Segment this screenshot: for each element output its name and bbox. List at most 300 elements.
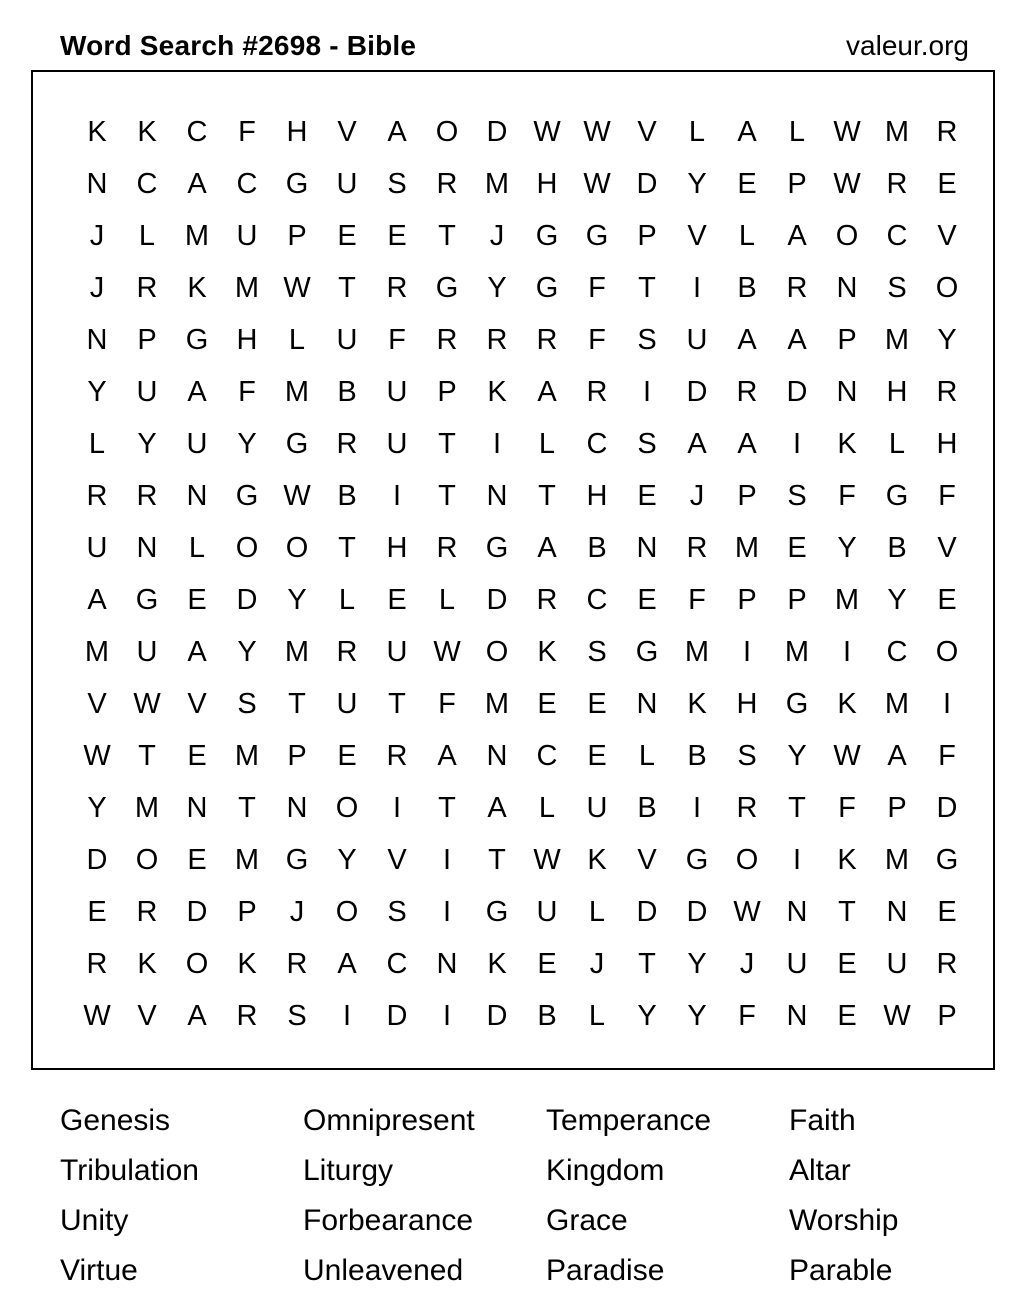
grid-letter: D bbox=[486, 115, 508, 148]
grid-letter: L bbox=[538, 427, 556, 460]
grid-letter: W bbox=[833, 167, 861, 200]
grid-letter: P bbox=[237, 895, 257, 928]
grid-letter: K bbox=[837, 843, 857, 876]
grid-letter: A bbox=[187, 375, 207, 408]
grid-letter: Y bbox=[287, 583, 307, 616]
grid-letter: D bbox=[686, 895, 708, 928]
grid-letter: C bbox=[186, 115, 208, 148]
grid-letter: J bbox=[689, 479, 705, 512]
grid-letter: U bbox=[386, 375, 408, 408]
grid-letter: D bbox=[386, 999, 408, 1032]
grid-letter: W bbox=[533, 843, 561, 876]
grid-letter: O bbox=[135, 843, 159, 876]
grid-letter: R bbox=[436, 167, 458, 200]
grid-letter: W bbox=[283, 271, 311, 304]
grid-letter: B bbox=[337, 375, 357, 408]
grid-letter: L bbox=[588, 999, 606, 1032]
grid-letter: N bbox=[636, 531, 658, 564]
grid-letter: E bbox=[937, 895, 957, 928]
grid-letter: R bbox=[536, 583, 558, 616]
grid-letter: M bbox=[234, 843, 260, 876]
grid-letter: V bbox=[637, 843, 657, 876]
grid-letter: U bbox=[586, 791, 608, 824]
grid-letter: R bbox=[136, 271, 158, 304]
grid-letter: T bbox=[288, 687, 306, 720]
grid-letter: B bbox=[887, 531, 907, 564]
grid-letter: L bbox=[638, 739, 656, 772]
grid-letter: A bbox=[737, 427, 757, 460]
grid-letter: V bbox=[187, 687, 207, 720]
grid-letter: O bbox=[835, 219, 859, 252]
grid-letter: S bbox=[587, 635, 607, 668]
grid-letter: A bbox=[337, 947, 357, 980]
grid-letter: F bbox=[438, 687, 456, 720]
grid-letter: D bbox=[186, 895, 208, 928]
grid-letter: E bbox=[637, 583, 657, 616]
grid-letter: W bbox=[533, 115, 561, 148]
grid-letter: E bbox=[537, 947, 557, 980]
grid-letter: W bbox=[133, 687, 161, 720]
grid-letter: E bbox=[337, 739, 357, 772]
grid-letter: C bbox=[136, 167, 158, 200]
grid-letter: I bbox=[342, 999, 352, 1032]
grid-letter: W bbox=[283, 479, 311, 512]
grid-letter: E bbox=[937, 583, 957, 616]
grid-letter: B bbox=[637, 791, 657, 824]
grid-letter: F bbox=[938, 479, 956, 512]
grid-letter: M bbox=[684, 635, 710, 668]
grid-letter: I bbox=[442, 895, 452, 928]
word-list-item: Liturgy bbox=[303, 1154, 394, 1187]
grid-letter: V bbox=[337, 115, 357, 148]
grid-letter: H bbox=[886, 375, 908, 408]
grid-letter: M bbox=[84, 635, 110, 668]
grid-letter: R bbox=[886, 167, 908, 200]
grid-letter: O bbox=[335, 791, 359, 824]
grid-letter: N bbox=[486, 479, 508, 512]
grid-letter: U bbox=[786, 947, 808, 980]
grid-letter: G bbox=[435, 271, 459, 304]
grid-letter: B bbox=[537, 999, 557, 1032]
grid-letter: N bbox=[836, 375, 858, 408]
grid-letter: G bbox=[135, 583, 159, 616]
word-list-item: Faith bbox=[789, 1104, 856, 1137]
grid-letter: O bbox=[435, 115, 459, 148]
grid-letter: J bbox=[589, 947, 605, 980]
grid-letter: G bbox=[485, 531, 509, 564]
grid-letter: A bbox=[187, 999, 207, 1032]
grid-letter: M bbox=[234, 739, 260, 772]
grid-letter: U bbox=[236, 219, 258, 252]
grid-letter: M bbox=[234, 271, 260, 304]
word-list-item: Parable bbox=[789, 1254, 893, 1287]
grid-letter: G bbox=[185, 323, 209, 356]
grid-letter: R bbox=[236, 999, 258, 1032]
grid-letter: G bbox=[235, 479, 259, 512]
grid-letter: R bbox=[336, 635, 358, 668]
grid-letter: G bbox=[585, 219, 609, 252]
grid-letter: T bbox=[788, 791, 806, 824]
grid-letter: Y bbox=[137, 427, 157, 460]
grid-letter: A bbox=[787, 323, 807, 356]
grid-letter: B bbox=[737, 271, 757, 304]
grid-letter: L bbox=[738, 219, 756, 252]
grid-letter: P bbox=[437, 375, 457, 408]
grid-letter: I bbox=[792, 843, 802, 876]
grid-letter: R bbox=[386, 271, 408, 304]
word-list-item: Genesis bbox=[60, 1104, 171, 1137]
grid-letter: C bbox=[386, 947, 408, 980]
grid-letter: Y bbox=[687, 999, 707, 1032]
grid-letter: F bbox=[688, 583, 706, 616]
grid-letter: E bbox=[387, 583, 407, 616]
grid-letter: U bbox=[336, 323, 358, 356]
grid-letter: M bbox=[884, 843, 910, 876]
grid-letter: F bbox=[588, 271, 606, 304]
grid-letter: L bbox=[888, 427, 906, 460]
grid-letter: E bbox=[587, 739, 607, 772]
page-header bbox=[60, 26, 969, 66]
grid-letter: W bbox=[583, 167, 611, 200]
grid-letter: L bbox=[88, 427, 106, 460]
grid-letter: T bbox=[838, 895, 856, 928]
grid-letter: J bbox=[289, 895, 305, 928]
grid-letter: J bbox=[89, 219, 105, 252]
grid-letter: B bbox=[587, 531, 607, 564]
grid-letter: F bbox=[588, 323, 606, 356]
grid-letter: T bbox=[438, 479, 456, 512]
grid-letter: N bbox=[836, 271, 858, 304]
grid-letter: U bbox=[86, 531, 108, 564]
grid-letter: R bbox=[336, 427, 358, 460]
grid-letter: I bbox=[492, 427, 502, 460]
grid-letter: Y bbox=[237, 635, 257, 668]
grid-letter: F bbox=[838, 479, 856, 512]
grid-letter: P bbox=[737, 479, 757, 512]
grid-letter: D bbox=[236, 583, 258, 616]
grid-letter: L bbox=[438, 583, 456, 616]
grid-letter: P bbox=[887, 791, 907, 824]
grid-letter: N bbox=[136, 531, 158, 564]
grid-letter: N bbox=[186, 479, 208, 512]
grid-letter: M bbox=[884, 115, 910, 148]
grid-letter: L bbox=[788, 115, 806, 148]
grid-letter: A bbox=[437, 739, 457, 772]
grid-letter: E bbox=[637, 479, 657, 512]
grid-letter: E bbox=[837, 947, 857, 980]
grid-letter: C bbox=[236, 167, 258, 200]
grid-letter: U bbox=[136, 635, 158, 668]
grid-letter: F bbox=[738, 999, 756, 1032]
puzzle-title: Word Search #2698 - Bible bbox=[60, 30, 417, 61]
grid-letter: U bbox=[186, 427, 208, 460]
grid-letter: I bbox=[692, 271, 702, 304]
grid-letter: Y bbox=[937, 323, 957, 356]
grid-letter: H bbox=[286, 115, 308, 148]
grid-letter: M bbox=[134, 791, 160, 824]
grid-letter: N bbox=[786, 999, 808, 1032]
grid-letter: G bbox=[535, 219, 559, 252]
grid-letter: I bbox=[392, 791, 402, 824]
grid-letter: S bbox=[787, 479, 807, 512]
grid-letter: K bbox=[587, 843, 607, 876]
grid-letter: D bbox=[86, 843, 108, 876]
grid-letter: I bbox=[742, 635, 752, 668]
grid-letter: R bbox=[736, 791, 758, 824]
grid-letter: U bbox=[886, 947, 908, 980]
grid-letter: A bbox=[887, 739, 907, 772]
grid-letter: E bbox=[537, 687, 557, 720]
grid-letter: K bbox=[137, 947, 157, 980]
grid-letter: S bbox=[887, 271, 907, 304]
word-list-item: Kingdom bbox=[546, 1154, 665, 1187]
grid-letter: U bbox=[686, 323, 708, 356]
grid-letter: R bbox=[786, 271, 808, 304]
grid-letter: U bbox=[336, 167, 358, 200]
word-list-item: Omnipresent bbox=[303, 1104, 475, 1137]
grid-letter: A bbox=[187, 635, 207, 668]
grid-letter: G bbox=[535, 271, 559, 304]
grid-letter: Y bbox=[637, 999, 657, 1032]
grid-letter: D bbox=[636, 895, 658, 928]
grid-letter: K bbox=[837, 427, 857, 460]
word-list-item: Worship bbox=[789, 1204, 899, 1237]
grid-letter: D bbox=[786, 375, 808, 408]
grid-letter: N bbox=[886, 895, 908, 928]
grid-letter: N bbox=[86, 167, 108, 200]
grid-letter: L bbox=[188, 531, 206, 564]
grid-letter: H bbox=[736, 687, 758, 720]
grid-letter: T bbox=[638, 947, 656, 980]
grid-letter: O bbox=[735, 843, 759, 876]
grid-letter: M bbox=[484, 167, 510, 200]
grid-letter: K bbox=[187, 271, 207, 304]
grid-letter: G bbox=[685, 843, 709, 876]
grid-letter: I bbox=[392, 479, 402, 512]
grid-letter: K bbox=[487, 947, 507, 980]
grid-letter: A bbox=[737, 323, 757, 356]
grid-letter: T bbox=[238, 791, 256, 824]
grid-letter: K bbox=[487, 375, 507, 408]
grid-letter: T bbox=[438, 427, 456, 460]
grid-letter: W bbox=[883, 999, 911, 1032]
grid-letter: R bbox=[436, 531, 458, 564]
grid-letter: T bbox=[138, 739, 156, 772]
grid-letter: Y bbox=[687, 167, 707, 200]
grid-letter: G bbox=[635, 635, 659, 668]
grid-letter: Y bbox=[487, 271, 507, 304]
grid-letter: I bbox=[442, 999, 452, 1032]
grid-letter: L bbox=[538, 791, 556, 824]
grid-letter: Y bbox=[337, 843, 357, 876]
grid-letter: A bbox=[387, 115, 407, 148]
grid-letter: L bbox=[288, 323, 306, 356]
grid-letter: W bbox=[733, 895, 761, 928]
grid-letter: L bbox=[338, 583, 356, 616]
site-name: valeur.org bbox=[846, 30, 969, 61]
word-list-item: Forbearance bbox=[303, 1204, 474, 1237]
letter-grid bbox=[72, 106, 972, 1042]
grid-letter: O bbox=[935, 271, 959, 304]
grid-letter: K bbox=[137, 115, 157, 148]
grid-letter: A bbox=[537, 375, 557, 408]
grid-letter: I bbox=[442, 843, 452, 876]
grid-letter: V bbox=[137, 999, 157, 1032]
word-list-item: Paradise bbox=[546, 1254, 665, 1287]
grid-letter: C bbox=[886, 219, 908, 252]
grid-letter: Y bbox=[237, 427, 257, 460]
grid-letter: R bbox=[586, 375, 608, 408]
grid-letter: D bbox=[636, 167, 658, 200]
grid-letter: T bbox=[438, 219, 456, 252]
grid-letter: W bbox=[433, 635, 461, 668]
grid-letter: R bbox=[686, 531, 708, 564]
grid-letter: R bbox=[136, 895, 158, 928]
grid-letter: O bbox=[485, 635, 509, 668]
grid-letter: R bbox=[436, 323, 458, 356]
grid-letter: T bbox=[488, 843, 506, 876]
grid-letter: G bbox=[885, 479, 909, 512]
grid-letter: U bbox=[386, 635, 408, 668]
grid-letter: T bbox=[638, 271, 656, 304]
word-list-item: Altar bbox=[789, 1154, 851, 1187]
grid-letter: Y bbox=[787, 739, 807, 772]
grid-letter: V bbox=[387, 843, 407, 876]
grid-letter: T bbox=[538, 479, 556, 512]
grid-letter: S bbox=[287, 999, 307, 1032]
grid-letter: K bbox=[237, 947, 257, 980]
word-list-item: Virtue bbox=[60, 1254, 138, 1287]
grid-letter: R bbox=[86, 479, 108, 512]
grid-letter: C bbox=[586, 583, 608, 616]
grid-letter: A bbox=[737, 115, 757, 148]
grid-letter: S bbox=[637, 427, 657, 460]
grid-letter: V bbox=[937, 531, 957, 564]
grid-letter: U bbox=[536, 895, 558, 928]
grid-letter: T bbox=[338, 531, 356, 564]
grid-letter: A bbox=[787, 219, 807, 252]
grid-letter: O bbox=[285, 531, 309, 564]
grid-letter: W bbox=[833, 115, 861, 148]
grid-letter: D bbox=[486, 583, 508, 616]
grid-letter: I bbox=[842, 635, 852, 668]
grid-letter: S bbox=[237, 687, 257, 720]
grid-letter: S bbox=[737, 739, 757, 772]
word-list-item: Unity bbox=[60, 1204, 129, 1237]
grid-letter: E bbox=[187, 843, 207, 876]
grid-letter: E bbox=[587, 687, 607, 720]
grid-letter: I bbox=[792, 427, 802, 460]
grid-letter: M bbox=[284, 635, 310, 668]
grid-letter: S bbox=[637, 323, 657, 356]
grid-letter: V bbox=[937, 219, 957, 252]
grid-letter: R bbox=[386, 739, 408, 772]
grid-letter: P bbox=[787, 167, 807, 200]
grid-letter: C bbox=[886, 635, 908, 668]
grid-letter: P bbox=[837, 323, 857, 356]
grid-letter: P bbox=[937, 999, 957, 1032]
grid-letter: M bbox=[484, 687, 510, 720]
grid-letter: O bbox=[235, 531, 259, 564]
grid-letter: R bbox=[736, 375, 758, 408]
grid-letter: W bbox=[833, 739, 861, 772]
grid-letter: P bbox=[787, 583, 807, 616]
grid-letter: P bbox=[137, 323, 157, 356]
grid-letter: D bbox=[486, 999, 508, 1032]
grid-letter: F bbox=[388, 323, 406, 356]
grid-letter: S bbox=[387, 167, 407, 200]
grid-letter: R bbox=[536, 323, 558, 356]
grid-letter: P bbox=[287, 739, 307, 772]
grid-letter: E bbox=[87, 895, 107, 928]
grid-letter: J bbox=[89, 271, 105, 304]
grid-letter: G bbox=[285, 167, 309, 200]
grid-letter: A bbox=[187, 167, 207, 200]
grid-letter: W bbox=[83, 999, 111, 1032]
grid-letter: U bbox=[386, 427, 408, 460]
grid-letter: B bbox=[337, 479, 357, 512]
grid-letter: N bbox=[286, 791, 308, 824]
grid-letter: U bbox=[336, 687, 358, 720]
grid-letter: G bbox=[785, 687, 809, 720]
grid-letter: A bbox=[87, 583, 107, 616]
grid-letter: K bbox=[87, 115, 107, 148]
grid-letter: A bbox=[687, 427, 707, 460]
grid-letter: R bbox=[136, 479, 158, 512]
grid-letter: E bbox=[187, 739, 207, 772]
grid-letter: K bbox=[537, 635, 557, 668]
grid-letter: J bbox=[489, 219, 505, 252]
grid-letter: C bbox=[536, 739, 558, 772]
grid-letter: C bbox=[586, 427, 608, 460]
grid-letter: S bbox=[387, 895, 407, 928]
grid-letter: D bbox=[936, 791, 958, 824]
grid-letter: E bbox=[337, 219, 357, 252]
grid-letter: Y bbox=[887, 583, 907, 616]
grid-letter: M bbox=[784, 635, 810, 668]
letter-grid-frame bbox=[31, 70, 995, 1070]
grid-letter: Y bbox=[837, 531, 857, 564]
grid-letter: M bbox=[884, 687, 910, 720]
grid-letter: T bbox=[338, 271, 356, 304]
grid-letter: W bbox=[83, 739, 111, 772]
word-list-item: Grace bbox=[546, 1204, 628, 1237]
grid-letter: H bbox=[386, 531, 408, 564]
grid-letter: H bbox=[586, 479, 608, 512]
grid-letter: A bbox=[537, 531, 557, 564]
grid-letter: R bbox=[486, 323, 508, 356]
grid-letter: N bbox=[636, 687, 658, 720]
grid-letter: N bbox=[786, 895, 808, 928]
grid-letter: D bbox=[686, 375, 708, 408]
grid-letter: Y bbox=[87, 375, 107, 408]
grid-letter: F bbox=[938, 739, 956, 772]
grid-letter: T bbox=[438, 791, 456, 824]
grid-letter: V bbox=[687, 219, 707, 252]
grid-letter: O bbox=[185, 947, 209, 980]
grid-letter: P bbox=[287, 219, 307, 252]
grid-letter: E bbox=[737, 167, 757, 200]
grid-letter: M bbox=[284, 375, 310, 408]
grid-letter: L bbox=[588, 895, 606, 928]
grid-letter: F bbox=[838, 791, 856, 824]
grid-letter: G bbox=[485, 895, 509, 928]
grid-letter: G bbox=[285, 427, 309, 460]
grid-letter: E bbox=[787, 531, 807, 564]
grid-letter: G bbox=[935, 843, 959, 876]
grid-letter: R bbox=[936, 947, 958, 980]
grid-letter: E bbox=[937, 167, 957, 200]
